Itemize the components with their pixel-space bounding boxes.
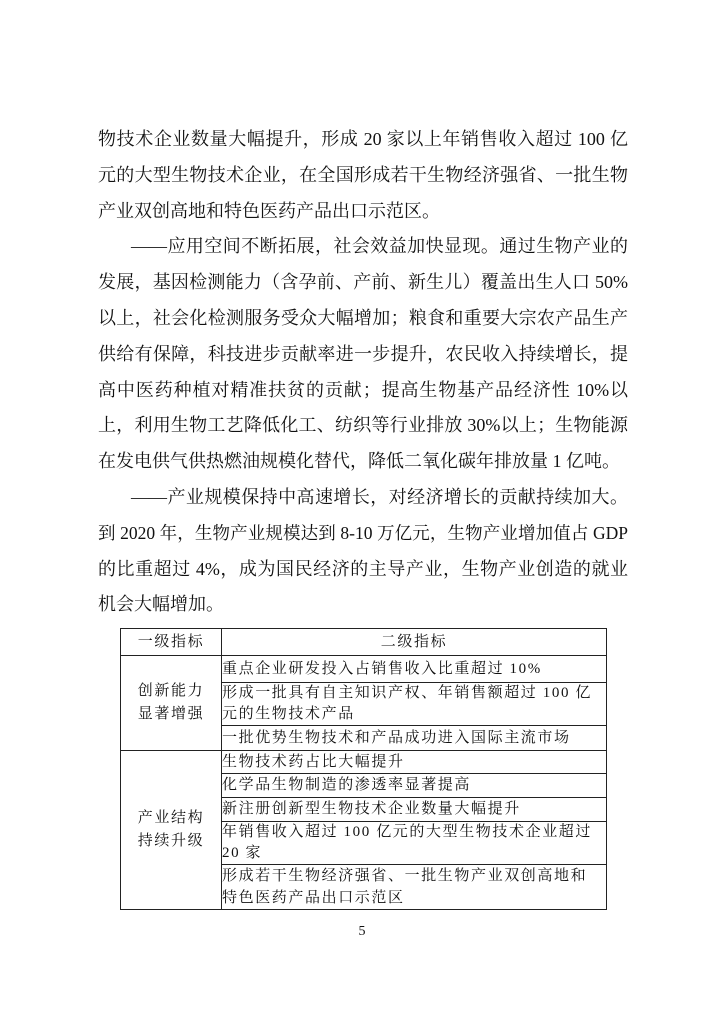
paragraph-continuation <box>98 122 628 229</box>
group-label-line: 持续升级 <box>137 833 205 849</box>
group-label-industry-structure <box>121 751 222 910</box>
body-line: 产业双创高地和特色医药产品出口示范区。 <box>98 200 440 221</box>
table-row <box>121 656 607 683</box>
body-text <box>98 122 628 623</box>
indicator-item <box>222 798 607 822</box>
body-line: 的比重超过 4%，成为国民经济的主导产业，生物产业创造的就业 <box>98 558 628 579</box>
body-line: 发展，基因检测能力（含孕前、产前、新生儿）覆盖出生人口 50% <box>98 272 628 293</box>
paragraph-application-space <box>98 229 628 480</box>
page-number: 5 <box>358 924 366 939</box>
paragraph-industry-scale <box>98 480 628 623</box>
indicator-item <box>222 822 607 865</box>
body-line: ——产业规模保持中高速增长，对经济增长的贡献持续加大。 <box>131 486 628 507</box>
indicator-text-line: 年销售收入超过 100 亿元的大型生物技术企业超过 <box>222 824 593 840</box>
indicator-item <box>222 726 607 751</box>
body-line: 以上，社会化检测服务受众大幅增加；粮食和重要大宗农产品生产 <box>98 307 628 328</box>
indicator-text-line: 重点企业研发投入占销售收入比重超过 10% <box>222 660 542 677</box>
body-line: ——应用空间不断拓展，社会效益加快显现。通过生物产业的 <box>131 236 628 257</box>
indicator-item <box>222 865 607 910</box>
table-row <box>121 751 607 774</box>
header-level1-indicator: 一级指标 <box>121 629 222 656</box>
indicator-text-line: 新注册创新型生物技术企业数量大幅提升 <box>222 801 521 817</box>
group-label-line: 显著增强 <box>137 706 205 722</box>
group-label-line: 创新能力 <box>137 683 205 699</box>
indicator-text-line: 元的生物技术产品 <box>222 706 355 722</box>
indicator-text-line: 一批优势生物技术和产品成功进入国际主流市场 <box>222 729 571 746</box>
indicator-table <box>120 628 607 910</box>
indicator-text-line: 化学品生物制造的渗透率显著提高 <box>222 777 472 793</box>
group-label-line: 产业结构 <box>137 810 205 826</box>
indicator-text-line: 生物技术药占比大幅提升 <box>222 753 405 770</box>
body-line: 在发电供气供热燃油规模化替代，降低二氧化碳年排放量 1 亿吨。 <box>98 451 620 472</box>
indicator-item <box>222 656 607 683</box>
body-line: 供给有保障，科技进步贡献率进一步提升，农民收入持续增长，提 <box>98 343 628 364</box>
header-level2-indicator: 二级指标 <box>222 629 607 656</box>
body-line: 物技术企业数量大幅提升，形成 20 家以上年销售收入超过 100 亿 <box>98 129 628 149</box>
body-line: 机会大幅增加。 <box>98 594 224 615</box>
indicator-text-line: 特色医药产品出口示范区 <box>222 890 405 906</box>
body-line: 高中医药种植对精准扶贫的贡献；提高生物基产品经济性 10%以 <box>98 379 628 400</box>
indicator-text-line: 形成若干生物经济强省、一批生物产业双创高地和 <box>222 868 588 884</box>
indicator-item <box>222 751 607 774</box>
table-header-row <box>121 629 607 656</box>
body-line: 上，利用生物工艺降低化工、纺织等行业排放 30%以上；生物能源 <box>98 415 628 436</box>
body-line: 元的大型生物技术企业，在全国形成若干生物经济强省、一批生物 <box>98 164 628 185</box>
body-line: 到 2020 年，生物产业规模达到 8-10 万亿元，生物产业增加值占 GDP <box>98 522 628 543</box>
group-label-innovation <box>121 656 222 751</box>
indicator-text-line: 20 家 <box>222 845 263 861</box>
indicator-text-line: 形成一批具有自主知识产权、年销售额超过 100 亿 <box>222 685 593 701</box>
indicator-item <box>222 774 607 798</box>
indicator-item <box>222 683 607 726</box>
